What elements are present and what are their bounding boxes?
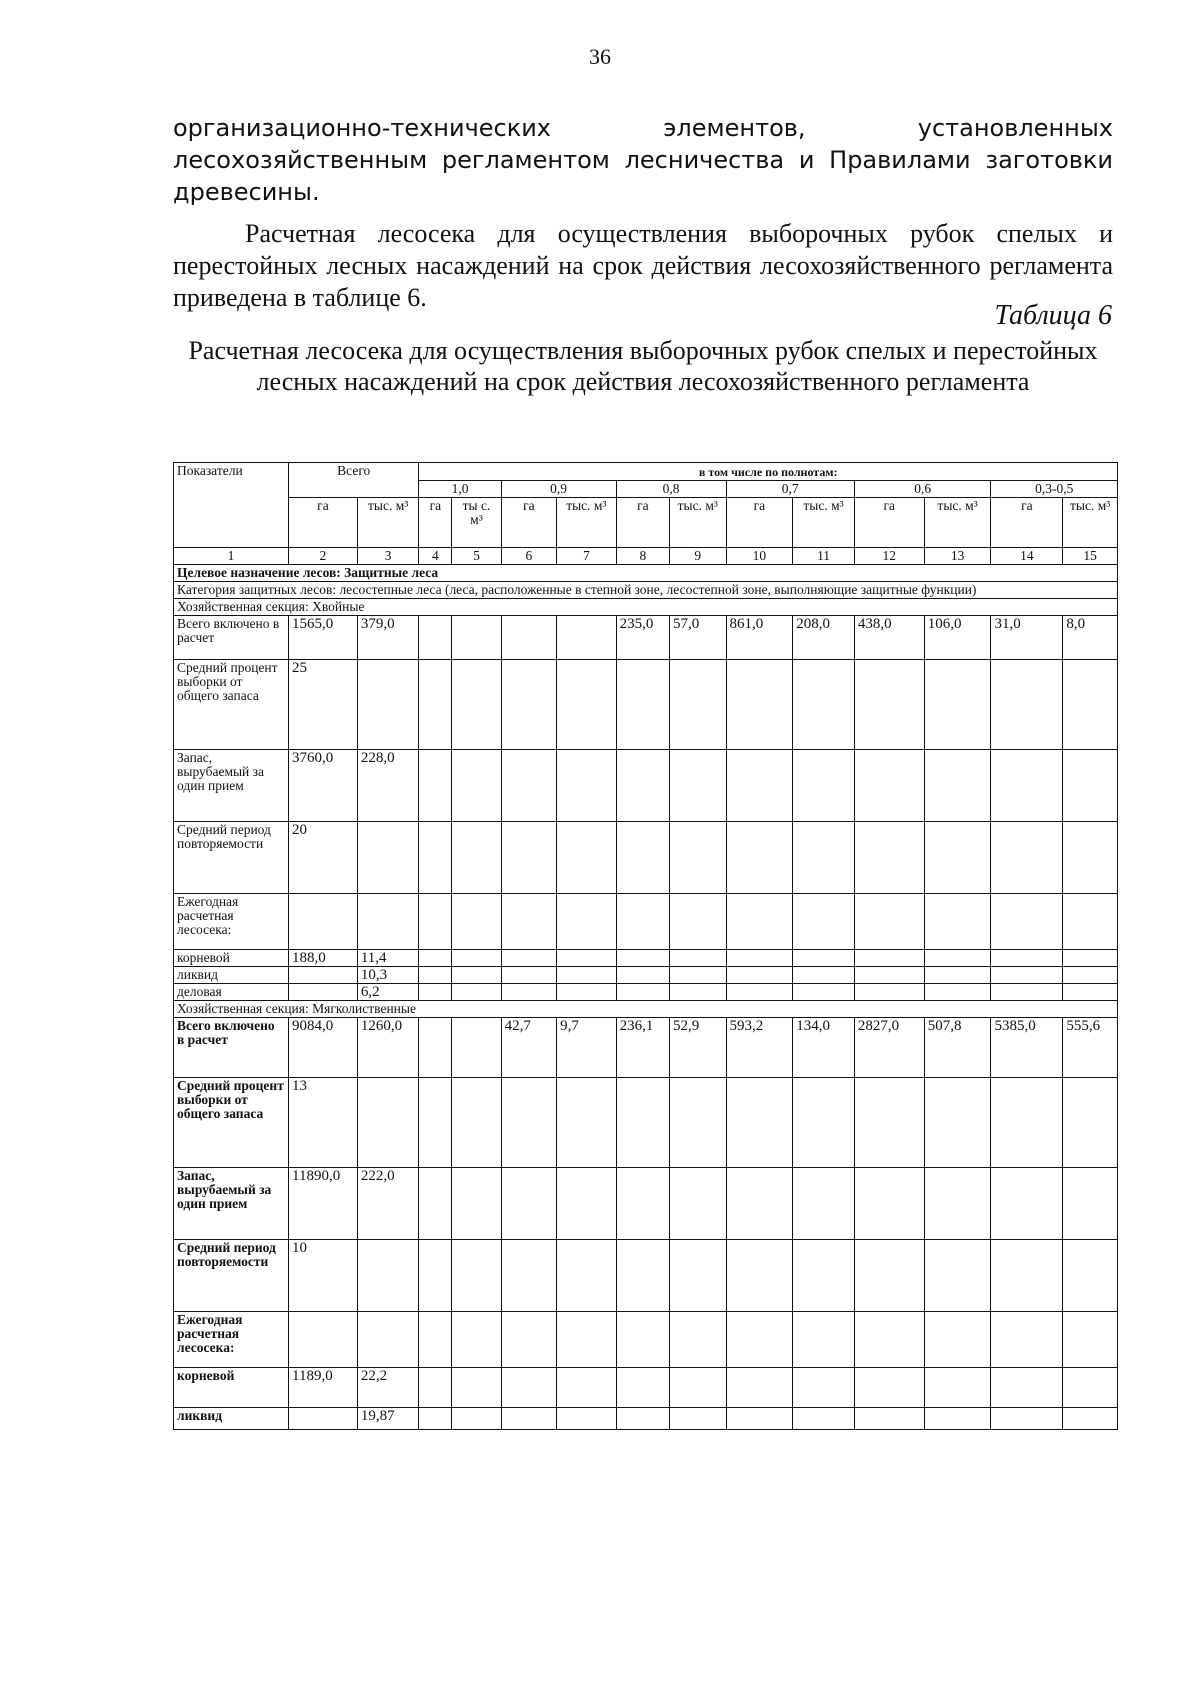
header-density-0-9: 0,9 <box>501 481 616 498</box>
table-cell <box>557 750 617 822</box>
table-cell <box>616 1168 669 1240</box>
table-cell: 31,0 <box>991 616 1063 660</box>
table-cell <box>924 1408 991 1430</box>
table-cell <box>557 822 617 894</box>
table-cell <box>854 950 924 967</box>
table-row <box>174 822 1118 894</box>
table-cell: 438,0 <box>854 616 924 660</box>
table-cell <box>670 1078 726 1168</box>
table-cell <box>991 1078 1063 1168</box>
table-cell <box>557 1240 617 1312</box>
forest-purpose: Целевое назначение лесов: Защитные леса <box>174 565 1118 582</box>
table-cell <box>1063 950 1118 967</box>
table-cell <box>419 1368 452 1408</box>
column-number: 12 <box>854 548 924 565</box>
table-cell: 10,3 <box>357 967 419 984</box>
table-cell: 9,7 <box>557 1018 617 1078</box>
table-cell <box>924 950 991 967</box>
table-cell <box>616 1368 669 1408</box>
page-number: 36 <box>589 44 611 69</box>
table-cell <box>452 1018 501 1078</box>
table-cell <box>991 967 1063 984</box>
table-cell <box>991 1312 1063 1368</box>
table-cell <box>854 894 924 950</box>
table-cell: 222,0 <box>357 1168 419 1240</box>
column-number: 14 <box>991 548 1063 565</box>
table-cell <box>854 1078 924 1168</box>
table-cell <box>726 984 793 1001</box>
table-cell <box>419 967 452 984</box>
table-cell <box>1063 1408 1118 1430</box>
table-cell <box>924 984 991 1001</box>
table-cell <box>1063 750 1118 822</box>
table-cell <box>924 822 991 894</box>
table-cell <box>452 1312 501 1368</box>
table-cell <box>854 1168 924 1240</box>
header-by-density: в том числе по полнотам: <box>419 463 1118 481</box>
header-density-1-0: 1,0 <box>419 481 501 498</box>
row-label: Средний процент выборки от общего запаса <box>174 660 289 750</box>
table-cell <box>419 1018 452 1078</box>
table-cell <box>419 616 452 660</box>
table-cell <box>501 616 556 660</box>
table-cell <box>793 1312 855 1368</box>
table-cell: 134,0 <box>793 1018 855 1078</box>
table-cell <box>793 822 855 894</box>
table-cell <box>616 750 669 822</box>
table-cell: 6,2 <box>357 984 419 1001</box>
column-number: 4 <box>419 548 452 565</box>
section-title: Хозяйственная секция: Хвойные <box>174 599 1118 616</box>
table-cell <box>793 950 855 967</box>
table-cell <box>289 1408 358 1430</box>
table-cell <box>670 1408 726 1430</box>
category-row <box>174 582 1118 599</box>
table-cell: 379,0 <box>357 616 419 660</box>
intro-paragraph-2: Расчетная лесосека для осуществления выборочных рубок спелых и перестойных лесных насаждений на срок действия лесохозяйственного регламента приведена в таблице 6. <box>173 219 1113 312</box>
table-cell <box>793 967 855 984</box>
table-cell: 106,0 <box>924 616 991 660</box>
table-cell <box>670 750 726 822</box>
table-cell <box>357 660 419 750</box>
table-cell <box>670 1240 726 1312</box>
table-cell <box>991 660 1063 750</box>
column-number: 3 <box>357 548 419 565</box>
table-cell <box>1063 1368 1118 1408</box>
table-cell <box>1063 1168 1118 1240</box>
intro-paragraph-1: организационно-технических элементов, установленных лесохозяйственным регламентом лесничества и Правилами заготовки древесины. <box>173 114 1113 206</box>
table-row <box>174 1168 1118 1240</box>
table-cell <box>557 660 617 750</box>
table-cell <box>1063 660 1118 750</box>
table-cell <box>452 1168 501 1240</box>
table-cell <box>924 1168 991 1240</box>
table-cell <box>726 1312 793 1368</box>
table-cell <box>670 660 726 750</box>
table-cell <box>726 894 793 950</box>
table-cell <box>793 984 855 1001</box>
table-cell <box>419 1168 452 1240</box>
header-unit-thous-m3: тыс. м³ <box>1063 498 1118 548</box>
table-cell <box>357 1240 419 1312</box>
table-cell <box>1063 1078 1118 1168</box>
table-cell <box>726 660 793 750</box>
table-cell <box>557 1368 617 1408</box>
table-row <box>174 950 1118 967</box>
table-cell <box>991 1408 1063 1430</box>
section-title: Хозяйственная секция: Мягколиственные <box>174 1001 1118 1018</box>
table-cell <box>452 822 501 894</box>
table-cell: 236,1 <box>616 1018 669 1078</box>
table-cell <box>501 1408 556 1430</box>
table-cell <box>924 1312 991 1368</box>
table-cell <box>557 950 617 967</box>
table-cell <box>793 894 855 950</box>
table-cell <box>419 750 452 822</box>
table-cell <box>991 1240 1063 1312</box>
table-cell <box>357 1078 419 1168</box>
column-number: 9 <box>670 548 726 565</box>
table-cell <box>793 1078 855 1168</box>
table-cell <box>670 967 726 984</box>
table-cell <box>854 984 924 1001</box>
column-number: 15 <box>1063 548 1118 565</box>
table-row <box>174 1018 1118 1078</box>
row-label: деловая <box>174 984 289 1001</box>
header-density-0-3-0-5: 0,3-0,5 <box>991 481 1118 498</box>
row-label: Средний период повторяемости <box>174 1240 289 1312</box>
table-cell <box>557 1168 617 1240</box>
row-label: Средний период повторяемости <box>174 822 289 894</box>
header-unit-thous-m3: тыс. м³ <box>670 498 726 548</box>
table-cell: 25 <box>289 660 358 750</box>
column-number: 7 <box>557 548 617 565</box>
table-cell <box>357 822 419 894</box>
table-cell <box>557 1408 617 1430</box>
column-number: 11 <box>793 548 855 565</box>
column-number: 13 <box>924 548 991 565</box>
table-cell <box>991 1168 1063 1240</box>
table-cell <box>1063 1312 1118 1368</box>
table-cell <box>726 1168 793 1240</box>
table-cell: 1189,0 <box>289 1368 358 1408</box>
table-cell <box>419 1312 452 1368</box>
column-number: 10 <box>726 548 793 565</box>
table-cell: 5385,0 <box>991 1018 1063 1078</box>
table-row <box>174 1408 1118 1430</box>
table-cell: 188,0 <box>289 950 358 967</box>
purpose-row <box>174 565 1118 582</box>
table-row <box>174 616 1118 660</box>
table-cell: 3760,0 <box>289 750 358 822</box>
header-unit-ha: га <box>501 498 556 548</box>
header-unit-thous-m3: тыс. м³ <box>357 498 419 548</box>
table-cell: 555,6 <box>1063 1018 1118 1078</box>
table-cell <box>452 660 501 750</box>
table-cell <box>854 967 924 984</box>
row-label: корневой <box>174 950 289 967</box>
table-cell <box>854 1408 924 1430</box>
table-cell <box>501 894 556 950</box>
row-label: Всего включено в расчет <box>174 616 289 660</box>
table-cell <box>452 1408 501 1430</box>
table-cell: 42,7 <box>501 1018 556 1078</box>
table-cell <box>726 750 793 822</box>
table-cell <box>616 894 669 950</box>
table-cell <box>1063 984 1118 1001</box>
table-row <box>174 1078 1118 1168</box>
table-cell <box>501 984 556 1001</box>
table-cell <box>452 616 501 660</box>
table-cell <box>419 660 452 750</box>
table-cell <box>854 750 924 822</box>
table-cell <box>452 894 501 950</box>
header-unit-ha: га <box>726 498 793 548</box>
table-cell: 13 <box>289 1078 358 1168</box>
header-unit-ha: га <box>991 498 1063 548</box>
row-label: ликвид <box>174 1408 289 1430</box>
table-cell <box>289 1312 358 1368</box>
table-cell <box>452 1368 501 1408</box>
table-row <box>174 1312 1118 1368</box>
table-row <box>174 967 1118 984</box>
table-cell <box>616 967 669 984</box>
table-cell: 1260,0 <box>357 1018 419 1078</box>
header-unit-ha: га <box>419 498 452 548</box>
table-row <box>174 894 1118 950</box>
table-cell <box>419 894 452 950</box>
table-cell: 11890,0 <box>289 1168 358 1240</box>
table-cell: 593,2 <box>726 1018 793 1078</box>
forest-lease-table-container <box>173 462 1118 1430</box>
header-unit-thous-m3: тыс. м³ <box>557 498 617 548</box>
table-cell <box>670 894 726 950</box>
table-cell <box>670 1368 726 1408</box>
table-cell <box>726 950 793 967</box>
header-density-0-6: 0,6 <box>854 481 991 498</box>
table-cell <box>924 1368 991 1408</box>
table-row <box>174 984 1118 1001</box>
table-cell <box>501 967 556 984</box>
table-cell: 22,2 <box>357 1368 419 1408</box>
table-cell <box>501 1312 556 1368</box>
table-cell <box>419 950 452 967</box>
table-cell <box>924 894 991 950</box>
table-cell: 2827,0 <box>854 1018 924 1078</box>
table-cell: 507,8 <box>924 1018 991 1078</box>
table-cell <box>419 822 452 894</box>
table-row <box>174 750 1118 822</box>
table-cell <box>991 822 1063 894</box>
table-cell <box>557 1078 617 1168</box>
table-cell <box>501 1240 556 1312</box>
header-density-0-7: 0,7 <box>726 481 854 498</box>
row-label: Ежегодная расчетная лесосека: <box>174 1312 289 1368</box>
table-cell <box>616 1408 669 1430</box>
table-cell <box>452 1240 501 1312</box>
table-cell <box>670 950 726 967</box>
table-row <box>174 1368 1118 1408</box>
header-unit-ha: га <box>289 498 358 548</box>
table-cell <box>1063 967 1118 984</box>
table-cell <box>854 822 924 894</box>
header-unit-thous-m3: ты с. м³ <box>452 498 501 548</box>
table-cell <box>726 1240 793 1312</box>
forest-category: Категория защитных лесов: лесостепные леса (леса, расположенные в степной зоне, лесостепной зоне, выполняющие защитные функции) <box>174 582 1118 599</box>
table-cell <box>1063 1240 1118 1312</box>
table-cell <box>670 1168 726 1240</box>
table-cell <box>419 1408 452 1430</box>
header-indicators: Показатели <box>174 463 289 548</box>
table-cell: 228,0 <box>357 750 419 822</box>
table-cell <box>452 750 501 822</box>
table-cell <box>452 1078 501 1168</box>
table-cell: 52,9 <box>670 1018 726 1078</box>
row-label: Ежегодная расчетная лесосека: <box>174 894 289 950</box>
section-row <box>174 1001 1118 1018</box>
forest-lease-table <box>173 462 1118 1430</box>
row-label: Всего включено в расчет <box>174 1018 289 1078</box>
table-title: Расчетная лесосека для осуществления выборочных рубок спелых и перестойных лесных насаждений на срок действия лесохозяйственного регламента <box>188 336 1098 396</box>
table-cell <box>616 660 669 750</box>
table-cell <box>1063 894 1118 950</box>
table-cell <box>289 894 358 950</box>
table-cell <box>726 1368 793 1408</box>
table-cell <box>452 967 501 984</box>
table-cell <box>357 894 419 950</box>
table-cell <box>991 950 1063 967</box>
table-cell <box>854 1368 924 1408</box>
table-cell <box>452 984 501 1001</box>
table-cell <box>289 967 358 984</box>
row-label: Запас, вырубаемый за один прием <box>174 1168 289 1240</box>
column-number: 2 <box>289 548 358 565</box>
table-cell <box>991 1368 1063 1408</box>
table-cell <box>726 967 793 984</box>
table-cell <box>419 1240 452 1312</box>
table-cell <box>924 1240 991 1312</box>
row-label: корневой <box>174 1368 289 1408</box>
table-cell <box>557 984 617 1001</box>
table-cell <box>501 950 556 967</box>
intro-text <box>173 112 1113 314</box>
table-cell <box>991 984 1063 1001</box>
table-cell: 235,0 <box>616 616 669 660</box>
row-label: ликвид <box>174 967 289 984</box>
table-cell <box>501 1168 556 1240</box>
table-cell: 208,0 <box>793 616 855 660</box>
section-row <box>174 599 1118 616</box>
table-cell <box>1063 822 1118 894</box>
table-cell: 1565,0 <box>289 616 358 660</box>
table-cell: 8,0 <box>1063 616 1118 660</box>
table-cell <box>616 1312 669 1368</box>
table-body <box>174 548 1118 1430</box>
table-row <box>174 660 1118 750</box>
table-cell <box>793 1240 855 1312</box>
table-cell <box>557 967 617 984</box>
header-total: Всего <box>289 463 419 498</box>
header-unit-thous-m3: тыс. м³ <box>793 498 855 548</box>
table-cell <box>616 950 669 967</box>
column-number: 5 <box>452 548 501 565</box>
table-cell <box>419 984 452 1001</box>
table-cell <box>793 660 855 750</box>
table-cell <box>991 750 1063 822</box>
table-cell <box>616 822 669 894</box>
table-cell: 9084,0 <box>289 1018 358 1078</box>
header-unit-thous-m3: тыс. м³ <box>924 498 991 548</box>
table-cell <box>670 822 726 894</box>
table-cell <box>616 984 669 1001</box>
table-cell: 20 <box>289 822 358 894</box>
table-cell <box>726 1408 793 1430</box>
table-cell <box>670 984 726 1001</box>
table-cell <box>854 1312 924 1368</box>
table-cell <box>501 1368 556 1408</box>
table-cell <box>289 984 358 1001</box>
column-number: 1 <box>174 548 289 565</box>
row-label: Средний процент выборки от общего запаса <box>174 1078 289 1168</box>
table-cell <box>854 660 924 750</box>
table-cell <box>357 1312 419 1368</box>
table-cell <box>616 1078 669 1168</box>
table-cell <box>991 894 1063 950</box>
table-cell <box>557 894 617 950</box>
table-cell <box>793 1408 855 1430</box>
table-cell <box>924 750 991 822</box>
table-cell <box>557 1312 617 1368</box>
table-cell <box>557 616 617 660</box>
table-cell <box>501 822 556 894</box>
column-number: 8 <box>616 548 669 565</box>
table-cell <box>419 1078 452 1168</box>
table-cell: 861,0 <box>726 616 793 660</box>
table-cell <box>854 1240 924 1312</box>
table-cell <box>726 1078 793 1168</box>
table-cell <box>924 1078 991 1168</box>
table-cell: 11,4 <box>357 950 419 967</box>
row-label: Запас, вырубаемый за один прием <box>174 750 289 822</box>
table-cell <box>616 1240 669 1312</box>
header-unit-ha: га <box>854 498 924 548</box>
table-row <box>174 1240 1118 1312</box>
table-cell <box>793 750 855 822</box>
table-cell <box>924 660 991 750</box>
table-cell: 57,0 <box>670 616 726 660</box>
header-unit-ha: га <box>616 498 669 548</box>
table-caption: Таблица 6 <box>994 300 1112 331</box>
table-cell <box>501 660 556 750</box>
header-density-0-8: 0,8 <box>616 481 726 498</box>
table-cell <box>501 1078 556 1168</box>
table-cell <box>793 1368 855 1408</box>
table-cell: 19,87 <box>357 1408 419 1430</box>
table-cell <box>452 950 501 967</box>
table-cell <box>924 967 991 984</box>
table-cell <box>670 1312 726 1368</box>
table-cell <box>793 1168 855 1240</box>
table-cell <box>501 750 556 822</box>
table-cell <box>726 822 793 894</box>
table-cell: 10 <box>289 1240 358 1312</box>
column-numbers-row <box>174 548 1118 565</box>
column-number: 6 <box>501 548 556 565</box>
